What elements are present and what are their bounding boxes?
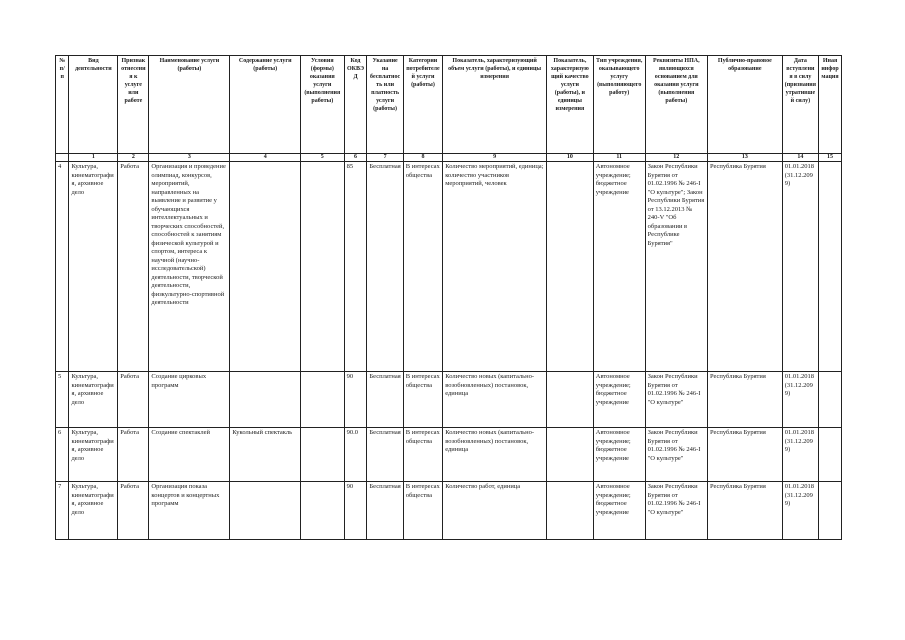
header-cell: Иная информация [819,56,842,154]
header-cell: Условия (формы) оказания услуги (выполнения работы) [301,56,345,154]
date-cell: 01.01.2018 (31.12.2099) [782,372,818,428]
volume-cell: Количество мероприятий, единица; количество участников мероприятий, человек [443,162,547,372]
activity-cell: Культура, кинематография, архивное дело [69,428,118,482]
column-number-cell: 12 [645,154,707,162]
column-number-cell: 4 [230,154,301,162]
volume-cell: Количество новых (капитально-возобновленных) постановок, единица [443,428,547,482]
quality-cell [547,428,594,482]
entity-cell: Республика Бурятия [707,372,782,428]
service-name-cell: Создание цирковых программ [149,372,230,428]
institution-type-cell: Автономное учреждение; бюджетное учреждение [593,372,645,428]
quality-cell [547,482,594,540]
column-number-cell: 11 [593,154,645,162]
date-cell: 01.01.2018 (31.12.2099) [782,482,818,540]
conditions-cell [301,372,345,428]
category-cell: В интересах общества [403,372,442,428]
service-name-cell: Организация показа концертов и концертных программ [149,482,230,540]
other-info-cell [819,428,842,482]
header-cell: Дата вступления в силу (признания утратившей силу) [782,56,818,154]
entity-cell: Республика Бурятия [707,482,782,540]
okved-cell: 90 [344,482,367,540]
column-number-cell: 15 [819,154,842,162]
category-cell: В интересах общества [403,162,442,372]
header-cell: Содержание услуги (работы) [230,56,301,154]
paid-cell: Бесплатная [367,372,403,428]
column-number-cell [56,154,69,162]
header-cell: Публично-правовое образование [707,56,782,154]
header-cell: Вид деятельности [69,56,118,154]
column-number-cell: 14 [782,154,818,162]
header-cell: Указание на бесплатность или платность услуги (работы) [367,56,403,154]
header-cell: Наименование услуги (работы) [149,56,230,154]
table-row [56,482,842,540]
header-cell: Показатель, характеризующий объем услуги (работы), и единицы измерения [443,56,547,154]
row-number-cell: 6 [56,428,69,482]
quality-cell [547,372,594,428]
services-table [55,55,842,540]
conditions-cell [301,428,345,482]
header-cell: Реквизиты НПА, являющихся основанием для оказания услуги (выполнения работы) [645,56,707,154]
registry-sheet [55,55,842,540]
table-row [56,428,842,482]
paid-cell: Бесплатная [367,428,403,482]
activity-cell: Культура, кинематография, архивное дело [69,372,118,428]
row-number-cell: 5 [56,372,69,428]
okved-cell: 90.0 [344,428,367,482]
institution-type-cell: Автономное учреждение; бюджетное учреждение [593,428,645,482]
activity-cell: Культура, кинематография, архивное дело [69,162,118,372]
quality-cell [547,162,594,372]
npa-cell: Закон Республики Бурятия от 01.02.1996 № 246-I "О культуре"; Закон Республики Бурятия от 13.12.2013 № 240-V "Об образовании в Республике Бурятия" [645,162,707,372]
table-row [56,162,842,372]
date-cell: 01.01.2018 (31.12.2099) [782,162,818,372]
okved-cell: 85 [344,162,367,372]
column-number-cell: 5 [301,154,345,162]
institution-type-cell: Автономное учреждение; бюджетное учреждение [593,482,645,540]
volume-cell: Количество новых (капитально-возобновленных) постановок, единица [443,372,547,428]
other-info-cell [819,372,842,428]
volume-cell: Количество работ, единица [443,482,547,540]
header-cell: № п/п [56,56,69,154]
activity-cell: Культура, кинематография, архивное дело [69,482,118,540]
npa-cell: Закон Республики Бурятия от 01.02.1996 № 246-I "О культуре" [645,372,707,428]
other-info-cell [819,482,842,540]
entity-cell: Республика Бурятия [707,162,782,372]
service-name-cell: Организация и проведение олимпиад, конкурсов, мероприятий, направленных на выявление и развитие у обучающихся интеллектуальных и творческих способностей, способностей к занятиям физической культурой и спортом, интереса к научной (научно-исследовательской) деятельности, творческой деятельности, физкультурно-спортивной деятельности [149,162,230,372]
sign-cell: Работа [118,162,149,372]
row-number-cell: 4 [56,162,69,372]
column-number-cell: 1 [69,154,118,162]
conditions-cell [301,162,345,372]
institution-type-cell: Автономное учреждение; бюджетное учреждение [593,162,645,372]
content-cell [230,372,301,428]
header-cell: Показатель, характеризующий качество услуги (работы), и единицы измерения [547,56,594,154]
category-cell: В интересах общества [403,482,442,540]
okved-cell: 90 [344,372,367,428]
content-cell [230,162,301,372]
sign-cell: Работа [118,428,149,482]
column-number-cell: 9 [443,154,547,162]
date-cell: 01.01.2018 (31.12.2099) [782,428,818,482]
conditions-cell [301,482,345,540]
entity-cell: Республика Бурятия [707,428,782,482]
npa-cell: Закон Республики Бурятия от 01.02.1996 № 246-I "О культуре" [645,482,707,540]
header-cell: Тип учреждения, оказывающего услугу (выполняющего работу) [593,56,645,154]
column-number-row [56,154,842,162]
column-number-cell: 3 [149,154,230,162]
paid-cell: Бесплатная [367,482,403,540]
header-row [56,56,842,154]
table-row [56,372,842,428]
service-name-cell: Создание спектаклей [149,428,230,482]
sign-cell: Работа [118,372,149,428]
content-cell [230,482,301,540]
header-cell: Код ОКВЭД [344,56,367,154]
sign-cell: Работа [118,482,149,540]
content-cell: Кукольный спектакль [230,428,301,482]
column-number-cell: 8 [403,154,442,162]
paid-cell: Бесплатная [367,162,403,372]
npa-cell: Закон Республики Бурятия от 01.02.1996 № 246-I "О культуре" [645,428,707,482]
other-info-cell [819,162,842,372]
column-number-cell: 7 [367,154,403,162]
column-number-cell: 6 [344,154,367,162]
column-number-cell: 2 [118,154,149,162]
row-number-cell: 7 [56,482,69,540]
table-body [56,162,842,540]
column-number-cell: 13 [707,154,782,162]
column-number-cell: 10 [547,154,594,162]
category-cell: В интересах общества [403,428,442,482]
header-cell: Признак отнесения к услуге или работе [118,56,149,154]
header-cell: Категории потребителей услуги (работы) [403,56,442,154]
